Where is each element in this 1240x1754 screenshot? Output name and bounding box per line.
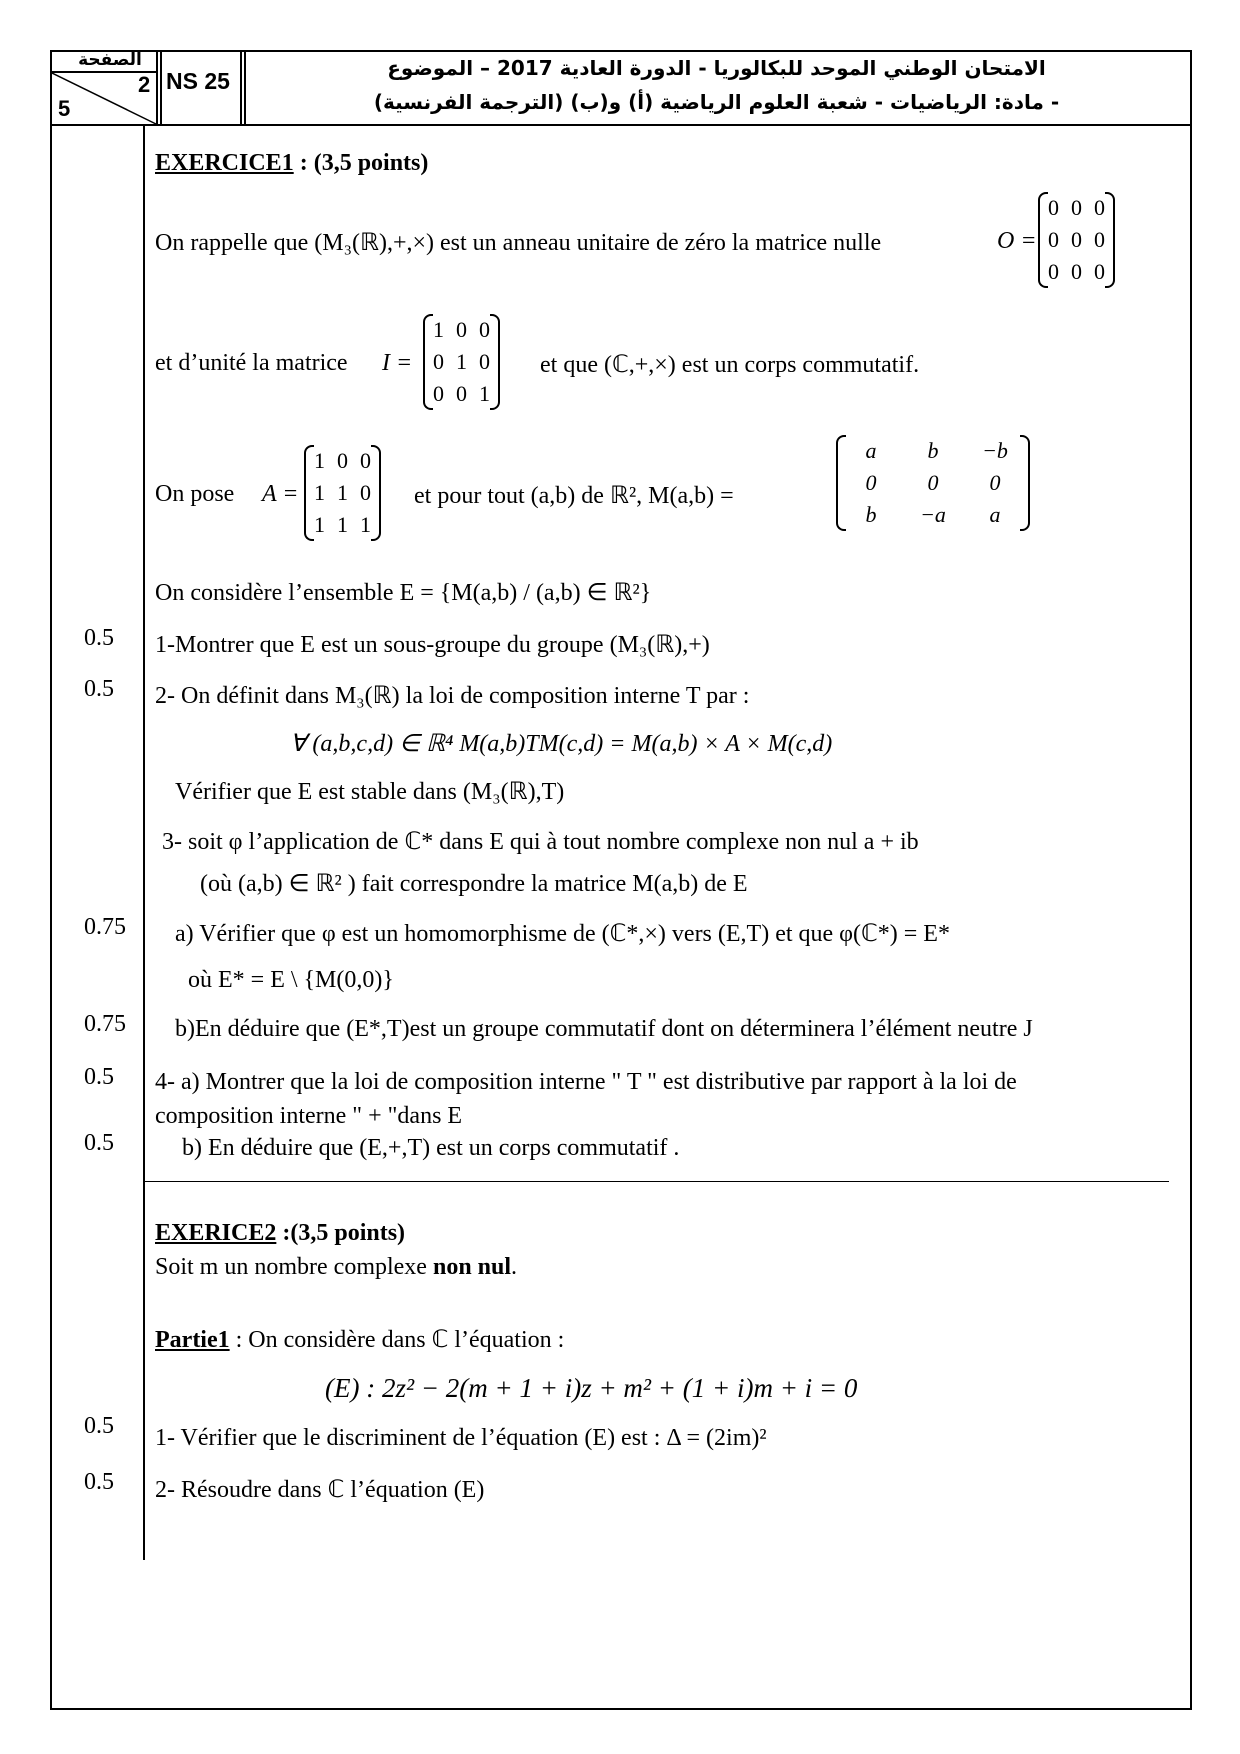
page-label: الصفحة bbox=[78, 50, 142, 70]
header-bottom-rule bbox=[50, 124, 1192, 126]
ex2-equation: (E) : 2z² − 2(m + 1 + i)z + m² + (1 + i)m + i = 0 bbox=[325, 1373, 858, 1403]
matrix-I-right-bracket bbox=[490, 314, 500, 410]
matrix-A-cell: 1 bbox=[360, 512, 371, 537]
exercise2-heading bbox=[155, 1220, 405, 1247]
matrix-O-cell: 0 bbox=[1071, 195, 1082, 220]
ex1-line-field: et que (ℂ,+,×) est un corps commutatif. bbox=[540, 352, 920, 378]
matrix-A-cell: 1 bbox=[337, 512, 348, 537]
points-ex2-q2: 0.5 bbox=[84, 1469, 114, 1495]
exercise2-title: EXERICE2 bbox=[155, 1220, 277, 1246]
matrix-A-grid bbox=[308, 445, 377, 541]
header-divider-3 bbox=[240, 50, 242, 126]
exam-title-box bbox=[243, 52, 1190, 122]
ex2-intro bbox=[155, 1254, 517, 1281]
ex2-intro-bold: non nul bbox=[432, 1254, 512, 1280]
exam-code: NS 25 bbox=[166, 68, 230, 94]
ex1-question-3b: b)En déduire que (E*,T)est un groupe commutatif dont on déterminera l’élément neutre J bbox=[175, 1016, 1033, 1042]
points-q1: 0.5 bbox=[84, 625, 114, 651]
matrix-O-cell: 0 bbox=[1094, 259, 1105, 284]
matrix-M-cell: a bbox=[989, 502, 1001, 527]
matrix-O-cell: 0 bbox=[1071, 259, 1082, 284]
points-ex2-q1: 0.5 bbox=[84, 1413, 114, 1439]
ex1-question-3-continued: (où (a,b) ∈ ℝ² ) fait correspondre la matrice M(a,b) de E bbox=[200, 871, 748, 897]
ex1-question-2-verify: Vérifier que E est stable dans (M₃(ℝ),T) bbox=[175, 779, 565, 805]
exercise2-points: :(3,5 points) bbox=[276, 1220, 406, 1246]
ex2-question-1: 1- Vérifier que le discriminent de l’équation (E) est : Δ = (2im)² bbox=[155, 1425, 767, 1451]
matrix-A-right-bracket bbox=[371, 445, 381, 541]
exercise-separator bbox=[143, 1181, 1169, 1182]
matrix-A-cell: 1 bbox=[337, 480, 348, 505]
matrix-M-cell: b bbox=[927, 438, 939, 463]
matrix-I-cell: 0 bbox=[433, 381, 444, 406]
points-q4b: 0.5 bbox=[84, 1130, 114, 1156]
matrix-O-cell: 0 bbox=[1048, 227, 1059, 252]
matrix-A-cell: 1 bbox=[314, 512, 325, 537]
matrix-O-cell: 0 bbox=[1094, 195, 1105, 220]
matrix-O-grid bbox=[1042, 192, 1111, 288]
matrix-I-cell: 0 bbox=[456, 381, 467, 406]
matrix-M-cell: −b bbox=[982, 438, 1008, 463]
ex1-question-3a: a) Vérifier que φ est un homomorphisme de (ℂ*,×) vers (E,T) et que φ(ℂ*) = E* bbox=[175, 921, 950, 947]
matrix-M-left-bracket bbox=[836, 435, 846, 531]
matrix-I-cell: 1 bbox=[479, 381, 490, 406]
ex1-question-2: 2- On définit dans M₃(ℝ) la loi de composition interne T par : bbox=[155, 683, 750, 709]
matrix-I-cell: 0 bbox=[479, 317, 490, 342]
matrix-O-cell: 0 bbox=[1048, 259, 1059, 284]
matrix-O-right-bracket bbox=[1105, 192, 1115, 288]
exercise1-points: : (3,5 points) bbox=[293, 150, 429, 176]
page-number-box bbox=[50, 50, 158, 126]
matrix-A-cell: 0 bbox=[360, 480, 371, 505]
ex1-question-2-formula: ∀ (a,b,c,d) ∈ ℝ⁴ M(a,b)TM(c,d) = M(a,b) × A × M(c,d) bbox=[290, 731, 833, 757]
matrix-I-left-bracket bbox=[423, 314, 433, 410]
ex1-question-4a: 4- a) Montrer que la loi de composition interne " T " est distributive par rapport à la loi de bbox=[155, 1069, 1017, 1095]
matrix-I-cell: 0 bbox=[479, 349, 490, 374]
matrix-M-grid bbox=[840, 435, 1026, 531]
ex1-line-forall: et pour tout (a,b) de ℝ², M(a,b) = bbox=[414, 483, 734, 509]
matrix-A-cell: 1 bbox=[314, 448, 325, 473]
matrix-M-cell: −a bbox=[920, 502, 946, 527]
exercise1-heading bbox=[155, 150, 428, 177]
matrix-O-cell: 0 bbox=[1071, 227, 1082, 252]
matrix-I-label: I = bbox=[382, 350, 413, 376]
ex2-intro-a: Soit m un nombre complexe bbox=[155, 1254, 433, 1280]
matrix-M-right-bracket bbox=[1020, 435, 1030, 531]
matrix-I-cell: 1 bbox=[433, 317, 444, 342]
ex1-question-3a-continued: où E* = E \ {M(0,0)} bbox=[188, 967, 394, 993]
matrix-O-cell: 0 bbox=[1048, 195, 1059, 220]
matrix-I bbox=[427, 314, 496, 410]
points-q4a: 0.5 bbox=[84, 1064, 114, 1090]
ex1-line-pose: On pose bbox=[155, 481, 235, 507]
ex2-question-2: 2- Résoudre dans ℂ l’équation (E) bbox=[155, 1477, 485, 1503]
matrix-I-cell: 0 bbox=[456, 317, 467, 342]
matrix-A-left-bracket bbox=[304, 445, 314, 541]
ex1-question-4b: b) En déduire que (E,+,T) est un corps commutatif . bbox=[182, 1135, 680, 1161]
matrix-O-cell: 0 bbox=[1094, 227, 1105, 252]
matrix-M bbox=[840, 435, 1026, 531]
ex1-question-1: 1-Montrer que E est un sous-groupe du groupe (M₃(ℝ),+) bbox=[155, 632, 710, 658]
page-number: 2 bbox=[138, 72, 151, 97]
exam-title-line2: - مادة: الرياضيات - شعبة العلوم الرياضية (أ) و(ب) (الترجمة الفرنسية) bbox=[373, 90, 1060, 114]
matrix-M-cell: 0 bbox=[865, 470, 877, 495]
matrix-A bbox=[308, 445, 377, 541]
matrix-A-cell: 0 bbox=[337, 448, 348, 473]
matrix-M-cell: 0 bbox=[927, 470, 939, 495]
matrix-A-cell: 1 bbox=[314, 480, 325, 505]
exam-code-box bbox=[160, 52, 240, 122]
page-total: 5 bbox=[58, 96, 71, 121]
ex2-part1-text: : On considère dans ℂ l’équation : bbox=[229, 1327, 565, 1353]
points-q3a: 0.75 bbox=[84, 914, 126, 940]
matrix-I-cell: 1 bbox=[456, 349, 467, 374]
ex1-question-4a-continued: composition interne " + "dans E bbox=[155, 1103, 463, 1129]
ex1-line-set-E: On considère l’ensemble E = {M(a,b) / (a,b) ∈ ℝ²} bbox=[155, 580, 652, 606]
ex2-part1-title: Partie1 bbox=[155, 1327, 230, 1353]
matrix-M-cell: a bbox=[865, 438, 877, 463]
exercise1-title: EXERCICE1 bbox=[155, 150, 294, 176]
ex2-part1-heading bbox=[155, 1325, 564, 1354]
matrix-M-cell: 0 bbox=[989, 470, 1001, 495]
matrix-I-cell: 0 bbox=[433, 349, 444, 374]
exam-title-line1: الامتحان الوطني الموحد للبكالوريا - الدورة العادية 2017 – الموضوع bbox=[387, 56, 1046, 80]
ex1-line-unit: et d’unité la matrice bbox=[155, 350, 348, 376]
points-q3b: 0.75 bbox=[84, 1011, 126, 1037]
ex2-intro-c: . bbox=[511, 1254, 518, 1280]
matrix-O-label: O = bbox=[997, 228, 1037, 254]
matrix-O bbox=[1042, 192, 1111, 288]
matrix-A-label: A = bbox=[262, 481, 299, 507]
points-q2: 0.5 bbox=[84, 676, 114, 702]
matrix-O-left-bracket bbox=[1038, 192, 1048, 288]
matrix-A-cell: 0 bbox=[360, 448, 371, 473]
matrix-I-grid bbox=[427, 314, 496, 410]
ex1-question-3: 3- soit φ l’application de ℂ* dans E qui à tout nombre complexe non nul a + ib bbox=[162, 829, 919, 855]
ex1-line-ring: On rappelle que (M₃(ℝ),+,×) est un anneau unitaire de zéro la matrice nulle bbox=[155, 230, 882, 256]
matrix-M-cell: b bbox=[865, 502, 877, 527]
margin-rule bbox=[143, 126, 145, 1560]
